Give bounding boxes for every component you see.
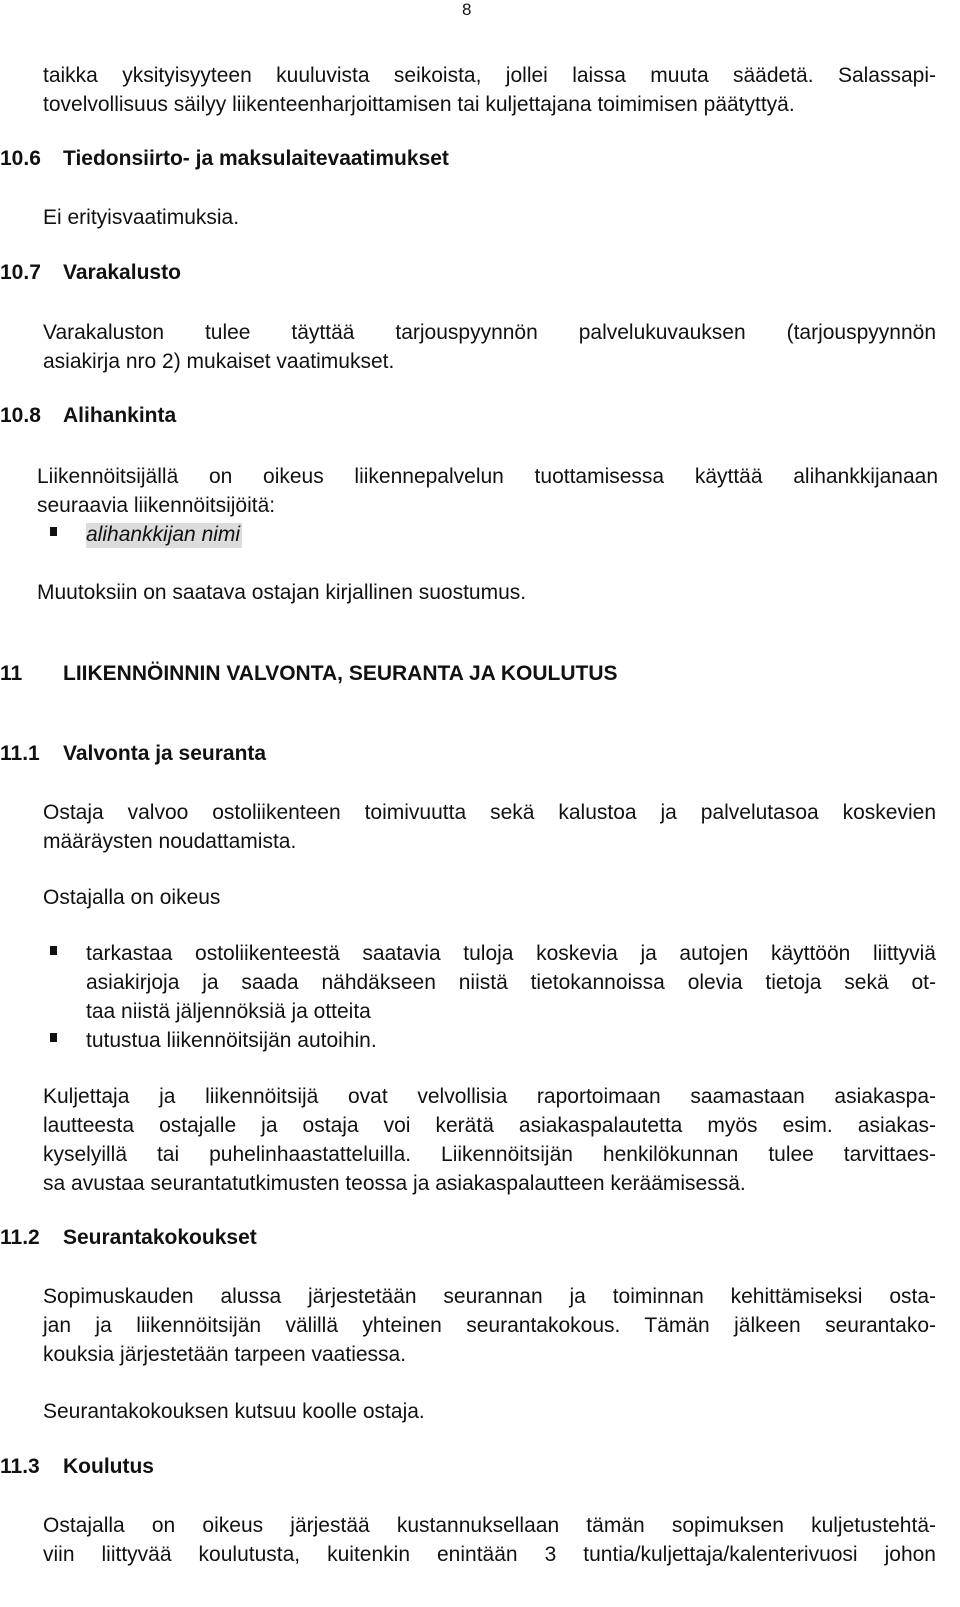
heading-number: 11 bbox=[0, 662, 23, 685]
heading-10-8 bbox=[0, 404, 176, 428]
bullet-square-icon bbox=[50, 1033, 57, 1042]
text-line: Varakaluston tulee täyttää tarjouspyynnön palvelukuvauksen (tarjouspyynnön bbox=[43, 321, 936, 344]
placeholder-field: alihankkijan nimi bbox=[86, 523, 241, 546]
heading-title: Alihankinta bbox=[63, 404, 177, 427]
page-number: 8 bbox=[462, 0, 472, 19]
paragraph-10-6: Ei erityisvaatimuksia. bbox=[43, 206, 240, 229]
heading-11 bbox=[0, 662, 618, 686]
text-line: viin liittyvää koulutusta, kuitenkin enintään 3 tuntia/kuljettaja/kalenterivuosi johon bbox=[43, 1543, 936, 1566]
bullet-item-subcontractor bbox=[86, 520, 242, 549]
heading-number: 10.7 bbox=[0, 261, 41, 284]
heading-title: Tiedonsiirto- ja maksulaitevaatimukset bbox=[63, 147, 449, 170]
paragraph-11-1-b: Ostajalla on oikeus bbox=[43, 886, 221, 909]
text-line: jan ja liikennöitsijän välillä yhteinen seurantakokous. Tämän jälkeen seurantako- bbox=[43, 1314, 936, 1337]
text-line: Liikennöitsijällä on oikeus liikennepalvelun tuottamisessa käyttää alihankkijanaan bbox=[37, 465, 938, 488]
heading-11-3 bbox=[0, 1455, 154, 1479]
heading-number: 11.1 bbox=[0, 742, 40, 765]
text-line: sa avustaa seurantatutkimusten teossa ja asiakaspalautteen keräämisessä. bbox=[43, 1172, 746, 1195]
heading-10-6 bbox=[0, 147, 449, 171]
bullet-square-icon bbox=[50, 946, 57, 955]
text-line: Ostaja valvoo ostoliikenteen toimivuutta sekä kalustoa ja palvelutasoa koskevien bbox=[43, 801, 936, 824]
heading-title: Koulutus bbox=[63, 1455, 154, 1478]
paragraph-11-2-b: Seurantakokouksen kutsuu koolle ostaja. bbox=[43, 1400, 425, 1423]
heading-11-2 bbox=[0, 1226, 257, 1250]
heading-11-1 bbox=[0, 742, 266, 766]
bullet-square-icon bbox=[50, 527, 57, 536]
heading-10-7 bbox=[0, 261, 181, 285]
heading-title: Seurantakokoukset bbox=[63, 1226, 257, 1249]
text-line: seuraavia liikennöitsijöitä: bbox=[37, 494, 276, 517]
text-line: tarkastaa ostoliikenteestä saatavia tuloja koskevia ja autojen käyttöön liittyviä bbox=[86, 942, 936, 965]
text-line: kouksia järjestetään tarpeen vaatiessa. bbox=[43, 1343, 407, 1366]
text-line: taa niistä jäljennöksiä ja otteita bbox=[86, 1000, 371, 1023]
text-line: asiakirja nro 2) mukaiset vaatimukset. bbox=[43, 350, 395, 373]
text-line: tovelvollisuus säilyy liikenteenharjoittamisen tai kuljettajana toimimisen päätyttyä. bbox=[43, 93, 795, 116]
text-line: Ostajalla on oikeus järjestää kustannuksellaan tämän sopimuksen kuljetustehtä- bbox=[43, 1514, 936, 1537]
text-line: taikka yksityisyyteen kuuluvista seikoista, jollei laissa muuta säädetä. Salassapi- bbox=[43, 64, 936, 87]
heading-title: Valvonta ja seuranta bbox=[63, 742, 267, 765]
paragraph-10-8-note: Muutoksiin on saatava ostajan kirjallinen suostumus. bbox=[37, 581, 527, 604]
text-line: asiakirjoja ja saada nähdäkseen niistä tietokannoissa olevia tietoja sekä ot- bbox=[86, 971, 936, 994]
text-line: kyselyillä tai puhelinhaastatteluilla. Liikennöitsijän henkilökunnan tulee tarvittaes- bbox=[43, 1143, 936, 1166]
heading-number: 10.6 bbox=[0, 147, 41, 170]
text-line: Kuljettaja ja liikennöitsijä ovat velvollisia raportoimaan saamastaan asiakaspa- bbox=[43, 1085, 936, 1108]
heading-title: LIIKENNÖINNIN VALVONTA, SEURANTA JA KOULUTUS bbox=[63, 662, 618, 685]
heading-number: 10.8 bbox=[0, 404, 41, 427]
heading-number: 11.3 bbox=[0, 1455, 40, 1478]
heading-title: Varakalusto bbox=[63, 261, 181, 284]
text-line: Sopimuskauden alussa järjestetään seurannan ja toiminnan kehittämiseksi osta- bbox=[43, 1285, 936, 1308]
bullet-item-vehicles: tutustua liikennöitsijän autoihin. bbox=[86, 1029, 377, 1052]
heading-number: 11.2 bbox=[0, 1226, 40, 1249]
text-line: määräysten noudattamista. bbox=[43, 830, 297, 853]
text-line: lautteesta ostajalle ja ostaja voi kerätä asiakaspalautetta myös esim. asiakas- bbox=[43, 1114, 936, 1137]
